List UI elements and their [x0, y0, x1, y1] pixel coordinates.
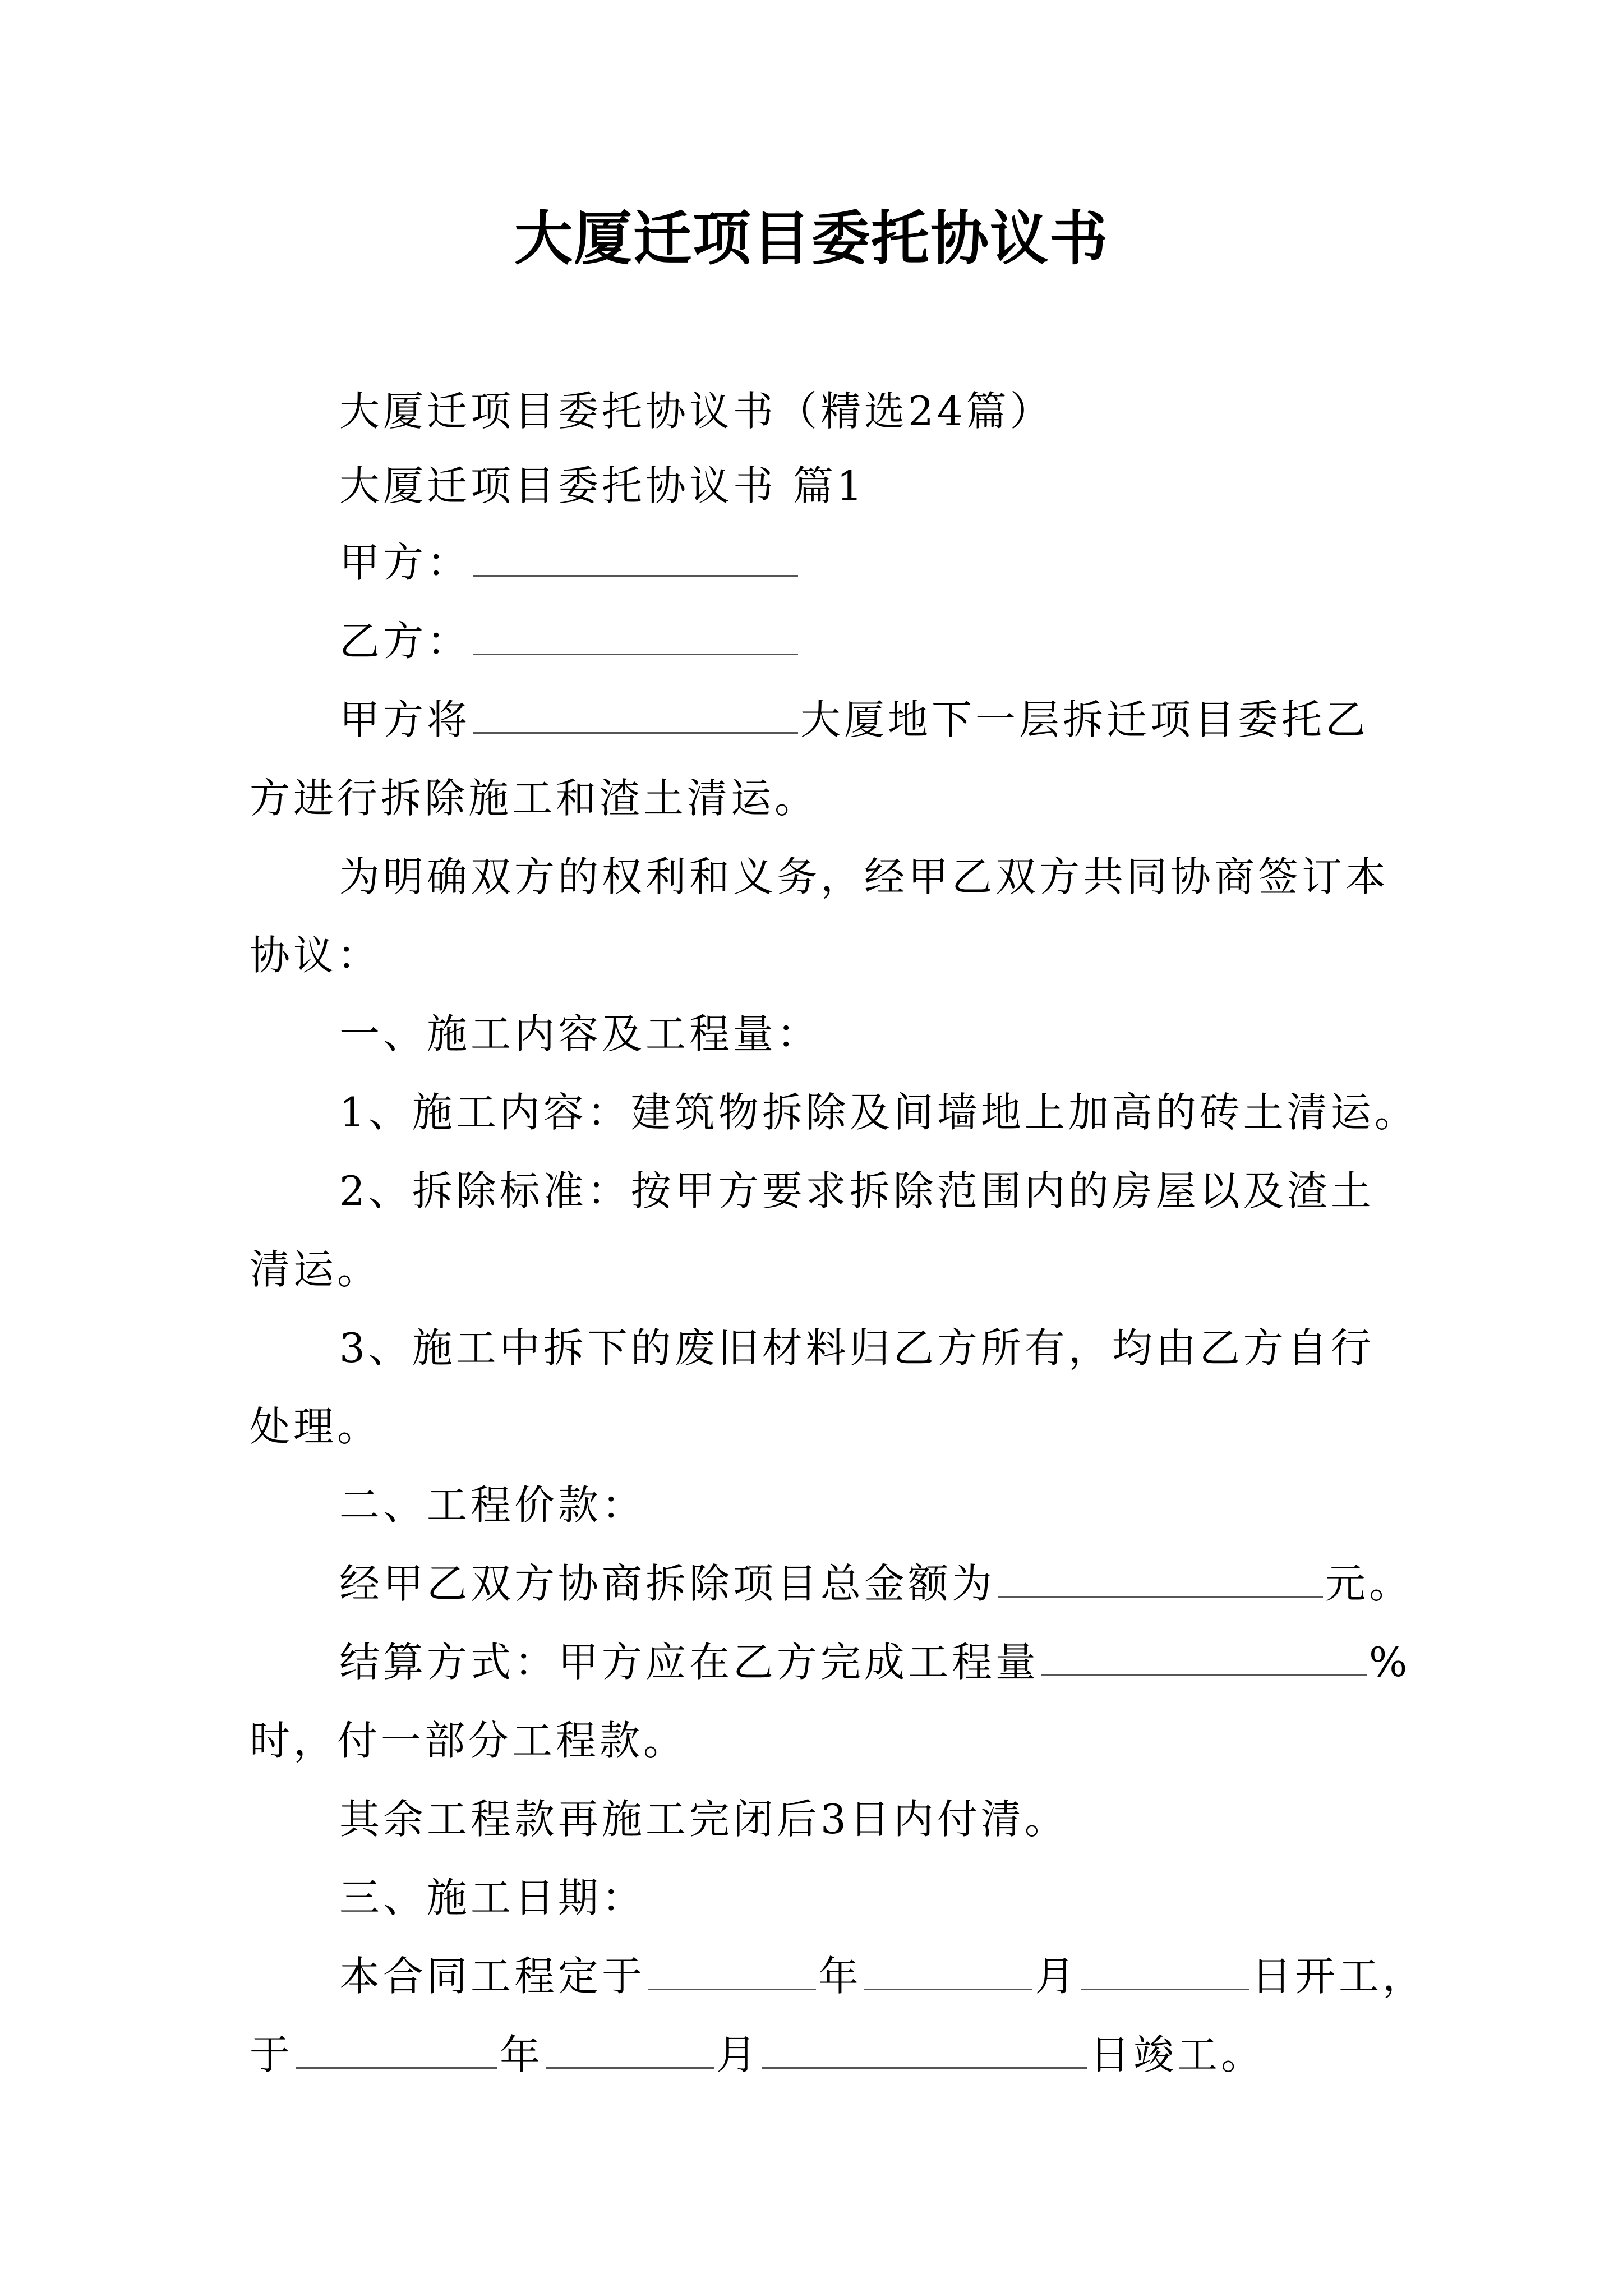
paragraph-text: 本合同工程定于	[339, 1953, 646, 2000]
clause-text: 3、施工中拆下的废旧材料归乙方所有，均由乙方自行	[339, 1324, 1375, 1372]
clause-text: 清运。	[250, 1246, 381, 1293]
paragraph-text: 协议：	[250, 932, 381, 979]
end-year-blank	[296, 2065, 497, 2069]
heading-text: 一、施工内容及工程量：	[339, 1010, 821, 1057]
start-month-blank	[864, 1986, 1032, 1990]
start-day-blank	[1081, 1986, 1249, 1990]
year-label: 年	[818, 1953, 863, 2000]
month-label: 月	[716, 2031, 760, 2078]
paragraph-text: 日开工，	[1251, 1953, 1427, 2000]
paragraph-text: 经甲乙双方协商拆除项目总金额为	[339, 1560, 996, 1607]
paragraph-text: 时，付一部分工程款。	[250, 1717, 688, 1764]
percent-sign: %	[1369, 1639, 1411, 1686]
paragraph-text: 日竣工。	[1090, 2031, 1265, 2078]
clause-text: 2、拆除标准：按甲方要求拆除范围内的房屋以及渣土	[339, 1167, 1375, 1214]
clause-text: 1、施工内容：建筑物拆除及间墙地上加高的砖土清运。	[339, 1089, 1418, 1136]
building-name-blank	[473, 730, 798, 734]
start-year-blank	[648, 1986, 816, 1990]
paragraph-text: 其余工程款再施工完闭后3日内付清。	[339, 1796, 1068, 1843]
heading-text: 二、工程价款：	[339, 1481, 646, 1529]
month-label: 月	[1035, 1953, 1079, 2000]
document-title: 大厦迁项目委托协议书	[514, 204, 1109, 273]
party-b-blank	[473, 651, 798, 655]
paragraph-text: 大厦地下一层拆迁项目委托乙	[800, 696, 1370, 743]
clause-text: 处理。	[250, 1403, 381, 1450]
heading-text: 三、施工日期：	[339, 1874, 646, 1921]
paragraph-text: 结算方式：甲方应在乙方完成工程量	[339, 1639, 1040, 1686]
percent-blank	[1041, 1672, 1367, 1676]
paragraph-text: 于	[250, 2031, 294, 2078]
party-a-blank	[473, 573, 798, 577]
paragraph-text: 元。	[1325, 1560, 1413, 1607]
end-month-blank	[546, 2065, 714, 2069]
end-date-line	[250, 2008, 1394, 2101]
end-day-blank	[762, 2065, 1087, 2069]
subtitle-text: 大厦迁项目委托协议书（精选24篇）	[339, 388, 1054, 435]
paragraph-text: 方进行拆除施工和渣土清运。	[250, 775, 819, 822]
year-label: 年	[500, 2031, 544, 2078]
section-heading-text: 大厦迁项目委托协议书 篇1	[339, 462, 866, 509]
party-b-label: 乙方：	[339, 618, 471, 665]
paragraph-text: 为明确双方的权利和义务，经甲乙双方共同协商签订本	[339, 853, 1390, 900]
amount-blank	[998, 1594, 1323, 1598]
party-a-label: 甲方：	[339, 539, 471, 586]
paragraph-text: 甲方将	[339, 696, 471, 743]
